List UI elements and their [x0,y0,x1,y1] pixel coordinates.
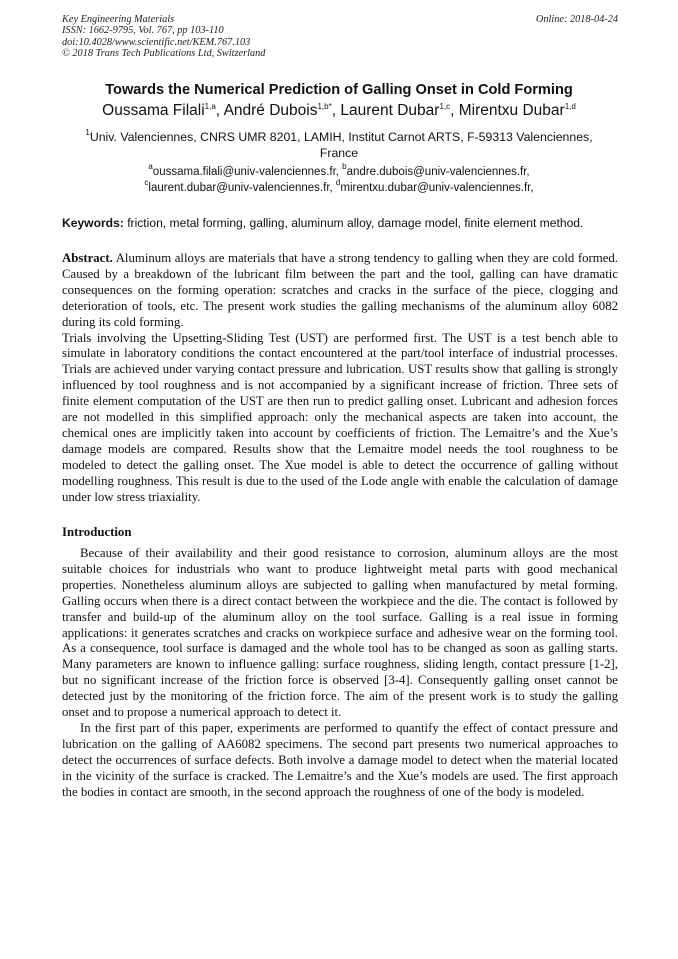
abstract-paragraph: Abstract. Aluminum alloys are materials that have a strong tendency to galling when they are cold formed. Caused by a breakdown of the lubricant film between the part and the tool, galling can have dramatic consequences on the forming operation: scratches and cracks in the surface of the piece, clogging and deterioration of tools, etc. The present work studies the galling mechanisms of the aluminum alloy 6082 during its cold forming. [62,251,618,329]
copyright-line: © 2018 Trans Tech Publications Ltd, Switzerland [62,47,266,59]
author-name: Mirentxu Dubar [458,102,565,119]
email-link[interactable]: oussama.filali@univ-valenciennes.fr, [152,166,343,178]
issn-line: ISSN: 1662-9795, Vol. 767, pp 103-110 [62,25,224,37]
author-emails: $^a$oussama.filali@univ-valenciennes.fr, $^b$andre.dubois@univ-valenciennes.fr, $^c$laurent.dubar@univ-valenciennes.fr, $^d$mirentxu.dubar@univ-valenciennes.fr, [144,162,534,194]
doi-line: doi:10.4028/www.scientific.net/KEM.767.103 [62,36,251,48]
author-name: Laurent Dubar [340,102,440,119]
paper-title: Towards the Numerical Prediction of Galling Onset in Cold Forming [105,82,573,98]
author-sup: 1,d [564,102,576,111]
abstract-label: Abstract. [62,251,113,265]
author-sup: 1,a [204,102,216,111]
author-list: Oussama Filali$^{1,a}$, André Dubois$^{1,b*}$, Laurent Dubar$^{1,c}$, Mirentxu Dubar$^{1,d}$ [102,102,576,119]
section-heading: Introduction [62,525,132,539]
author-sup: 1,c [439,102,451,111]
abstract-paragraph: Trials involving the Upsetting-Sliding Test (UST) are performed first. The UST is a test bench able to simulate in laboratory conditions the contact encountered at the part/tool interface of industrial processes. Trials are achieved under varying contact pressure and lubrication. UST results show that galling is strongly influenced by tool roughness and is not accompanied by a significant increase of friction. Three sets of finite element computation of the UST are then run to predict galling onset. Lubricant and adhesion forces are not modelled in this simplified approach: only the mechanical aspects are taken into account, the chemical ones are implicitly taken into account by coefficients of friction. The Lemaitre’s and the Xue’s damage models are compared. Results show that the Lemaitre model needs the tool roughness to be modeled to detect the galling onset. The Xue model is able to detect the occurrence of galling without modelling roughness. This result is due to the used of the Lode angle with enable the calculation of damage under low stress triaxiality. [62,330,618,504]
email-link[interactable]: laurent.dubar@univ-valenciennes.fr, [148,181,336,194]
introduction-body [62,546,618,801]
affiliation [68,130,610,161]
email-link[interactable]: andre.dubois@univ-valenciennes.fr, [346,166,530,178]
online-date: Online: 2018-04-24 [535,14,618,25]
email-link[interactable]: mirentxu.dubar@univ-valenciennes.fr, [340,181,534,194]
journal-name: Key Engineering Materials [62,14,175,25]
keywords-label: Keywords: [62,216,124,230]
author-name: André Dubois [223,102,318,119]
affiliation-sup: 1 [85,128,90,137]
journal-header [62,14,618,59]
author-name: Oussama Filali [102,102,205,119]
keywords-text: friction, metal forming, galling, aluminum alloy, damage model, finite element method. [123,216,584,230]
author-sup: 1,b* [317,102,332,111]
body-paragraph: Because of their availability and their good resistance to corrosion, aluminum alloys are the most suitable choices for industrials who want to produce lightweight metal parts with good mechanical properties. Nonetheless aluminum alloys are subjected to galling when manufactured by metal forming. Galling occurs when there is a direct contact between the workpiece and the die. The contact is followed by transfer and build-up of the aluminum alloy on the tool surface. Galling is a real issue in forming applications: it generates scratches and cracks on workpiece surface and adhesive wear on the forming tool. As a consequence, tool surface is damaged and the whole tool has to be changed as soon as galling starts. Many parameters are known to influence galling: surface roughness, sliding length, contact pressure [1-2], but no significant increase of the friction force is observed [3-4]. Consequently galling onset cannot be detected just by the monitoring of the friction force. The aim of the present work is to study the galling onset and to propose a numerical approach to detect it. [62,546,618,720]
body-paragraph: In the first part of this paper, experiments are performed to quantify the effect of contact pressure and lubrication on the galling of AA6082 specimens. The second part presents two numerical approaches to detect the occurrences of surface defects. Both involve a damage model to detect when the material located in the vicinity of the surface is cracked. The Lemaitre’s and the Xue’s models are used. The first approach the bodies in contact are smooth, in the second approach the roughness of one of the body is modeled. [62,720,618,799]
abstract [62,251,618,506]
affiliation-text: Univ. Valenciennes, CNRS UMR 8201, LAMIH, Institut Carnot ARTS, F-59313 Valenciennes, France [89,130,593,160]
keywords [62,216,618,231]
